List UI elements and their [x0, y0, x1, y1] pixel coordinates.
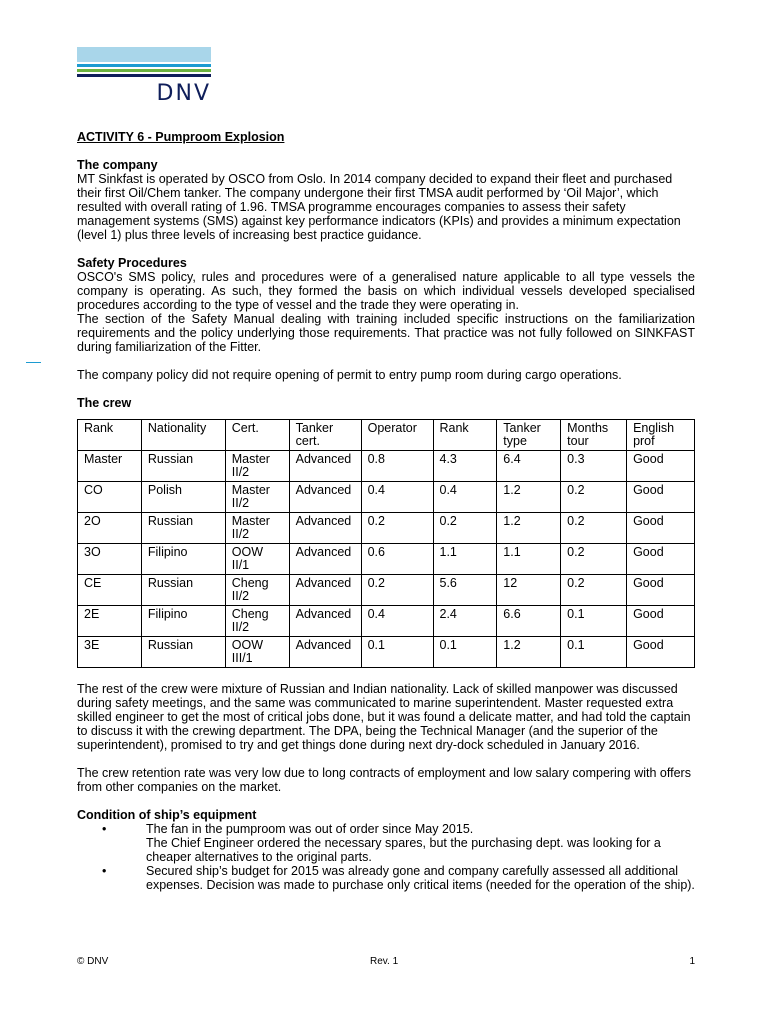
table-cell: 4.3 [433, 451, 497, 482]
table-cell: 6.4 [497, 451, 561, 482]
bullet-icon: • [102, 822, 107, 836]
table-cell: Advanced [289, 482, 361, 513]
table-cell: 0.2 [361, 575, 433, 606]
table-cell: 5.6 [433, 575, 497, 606]
table-cell: Advanced [289, 544, 361, 575]
list-item-text: The fan in the pumproom was out of order since May 2015. [146, 822, 474, 836]
table-cell: 0.1 [433, 637, 497, 668]
table-cell: 0.1 [561, 606, 627, 637]
header-cell: Cert. [225, 420, 289, 451]
bullet-icon: • [102, 864, 107, 878]
safety-paragraph-2: The section of the Safety Manual dealing with training included specific instructions on the familiarization requirements and the policy underlying those requirements. That practice was not fully followed on SINKFAST during familiarization of the Fitter. [77, 312, 695, 354]
table-cell: Advanced [289, 513, 361, 544]
table-cell: 1.2 [497, 637, 561, 668]
table-cell: 0.4 [433, 482, 497, 513]
table-cell: Cheng II/2 [225, 575, 289, 606]
footer-copyright: © DNV [77, 956, 109, 967]
table-cell: CO [78, 482, 142, 513]
logo-wordmark: DNV [156, 81, 211, 106]
table-cell: Master [78, 451, 142, 482]
table-row [78, 606, 695, 637]
safety-heading: Safety Procedures [77, 256, 187, 270]
company-heading: The company [77, 158, 158, 172]
table-cell: Good [627, 544, 695, 575]
table-cell: Russian [141, 513, 225, 544]
header-cell: Tanker cert. [289, 420, 361, 451]
equipment-list [77, 822, 695, 892]
table-cell: 12 [497, 575, 561, 606]
header-cell: English prof [627, 420, 695, 451]
table-cell: 2O [78, 513, 142, 544]
table-cell: Advanced [289, 575, 361, 606]
table-cell: 0.4 [361, 606, 433, 637]
document-body [77, 130, 695, 892]
table-cell: 0.6 [361, 544, 433, 575]
logo-line-blue [77, 64, 211, 67]
table-cell: Good [627, 637, 695, 668]
table-cell: 1.2 [497, 482, 561, 513]
table-cell: Russian [141, 637, 225, 668]
table-cell: Master II/2 [225, 513, 289, 544]
table-cell: Cheng II/2 [225, 606, 289, 637]
footer-revision: Rev. 1 [370, 956, 399, 967]
table-cell: Master II/2 [225, 482, 289, 513]
logo-line-green [77, 69, 211, 72]
logo-band [77, 47, 211, 62]
table-cell: Advanced [289, 637, 361, 668]
table-row [78, 482, 695, 513]
table-cell: Master II/2 [225, 451, 289, 482]
list-item-text: Secured ship’s budget for 2015 was already gone and company carefully assessed all additional expenses. Decision was made to purchase only critical items (needed for the operation of the ship). [146, 864, 695, 892]
margin-change-bar [26, 362, 41, 363]
dnv-logo [77, 47, 211, 105]
equipment-heading: Condition of ship’s equipment [77, 808, 257, 822]
table-cell: 3O [78, 544, 142, 575]
table-cell: 0.4 [361, 482, 433, 513]
table-cell: 0.1 [361, 637, 433, 668]
table-cell: 0.1 [561, 637, 627, 668]
crew-table [77, 419, 695, 668]
table-cell: Good [627, 606, 695, 637]
safety-paragraph-3: The company policy did not require opening of permit to entry pump room during cargo operations. [77, 368, 622, 382]
table-cell: 0.2 [561, 575, 627, 606]
table-cell: 0.2 [433, 513, 497, 544]
header-cell: Nationality [141, 420, 225, 451]
table-cell: 0.2 [561, 482, 627, 513]
crew-heading: The crew [77, 396, 132, 410]
table-cell: Russian [141, 451, 225, 482]
table-cell: 0.2 [561, 513, 627, 544]
table-cell: 0.8 [361, 451, 433, 482]
table-row [78, 544, 695, 575]
table-cell: Polish [141, 482, 225, 513]
table-cell: Good [627, 575, 695, 606]
table-row [78, 637, 695, 668]
logo-line-navy [77, 74, 211, 77]
header-cell: Months tour [561, 420, 627, 451]
table-cell: Advanced [289, 606, 361, 637]
table-cell: Good [627, 451, 695, 482]
list-item [77, 822, 695, 864]
table-cell: Filipino [141, 544, 225, 575]
table-cell: Filipino [141, 606, 225, 637]
table-cell: Russian [141, 575, 225, 606]
table-cell: 1.2 [497, 513, 561, 544]
company-text: MT Sinkfast is operated by OSCO from Oslo. In 2014 company decided to expand their fleet and purchased their first Oil/Chem tanker. The company undergone their first TMSA audit performed by ‘Oil Major’, which resulted with overall rating of 1.96. TMSA programme encourages companies to assess their safety management systems (SMS) against key performance indicators (KPIs) and provides a minimum expectation (level 1) plus three levels of increasing best practice guidance. [77, 172, 681, 242]
table-cell: 0.2 [361, 513, 433, 544]
header-cell: Rank [433, 420, 497, 451]
table-cell: 6.6 [497, 606, 561, 637]
table-row [78, 451, 695, 482]
table-cell: CE [78, 575, 142, 606]
header-cell: Operator [361, 420, 433, 451]
table-cell: OOW II/1 [225, 544, 289, 575]
list-item [77, 864, 695, 892]
crew-paragraph-2: The crew retention rate was very low due to long contracts of employment and low salary compering with offers from other companies on the market. [77, 766, 691, 794]
table-cell: 1.1 [433, 544, 497, 575]
header-cell: Rank [78, 420, 142, 451]
table-cell: Good [627, 513, 695, 544]
safety-paragraph-1: OSCO's SMS policy, rules and procedures were of a generalised nature applicable to all type vessels the company is operating. As such, they formed the basis on which individual vessels developed specialised procedures according to the type of vessel and the trade they were operating in. [77, 270, 695, 312]
table-row [78, 513, 695, 544]
table-cell: 1.1 [497, 544, 561, 575]
table-cell: 0.2 [561, 544, 627, 575]
list-item-text: The Chief Engineer ordered the necessary spares, but the purchasing dept. was looking for a cheaper alternatives to the original parts. [146, 836, 661, 864]
crew-paragraph-1: The rest of the crew were mixture of Russian and Indian nationality. Lack of skilled manpower was discussed during safety meetings, and the same was communicated to marine superintendent. Master requested extra skilled engineer to get the most of critical jobs done, but it was found a delicate matter, and had told the captain to discuss it with the crewing department. The DPA, being the Technical Manager (and the superior of the superintendent), promised to try and get things done during next dry-dock scheduled in January 2016. [77, 682, 691, 752]
table-cell: 2E [78, 606, 142, 637]
table-cell: 2.4 [433, 606, 497, 637]
table-cell: 3E [78, 637, 142, 668]
table-cell: 0.3 [561, 451, 627, 482]
header-cell: Tanker type [497, 420, 561, 451]
table-row [78, 575, 695, 606]
table-cell: Advanced [289, 451, 361, 482]
crew-table-header [78, 420, 695, 451]
table-cell: OOW III/1 [225, 637, 289, 668]
activity-title: ACTIVITY 6 - Pumproom Explosion [77, 130, 285, 144]
footer-page-number: 1 [689, 956, 695, 967]
table-cell: Good [627, 482, 695, 513]
